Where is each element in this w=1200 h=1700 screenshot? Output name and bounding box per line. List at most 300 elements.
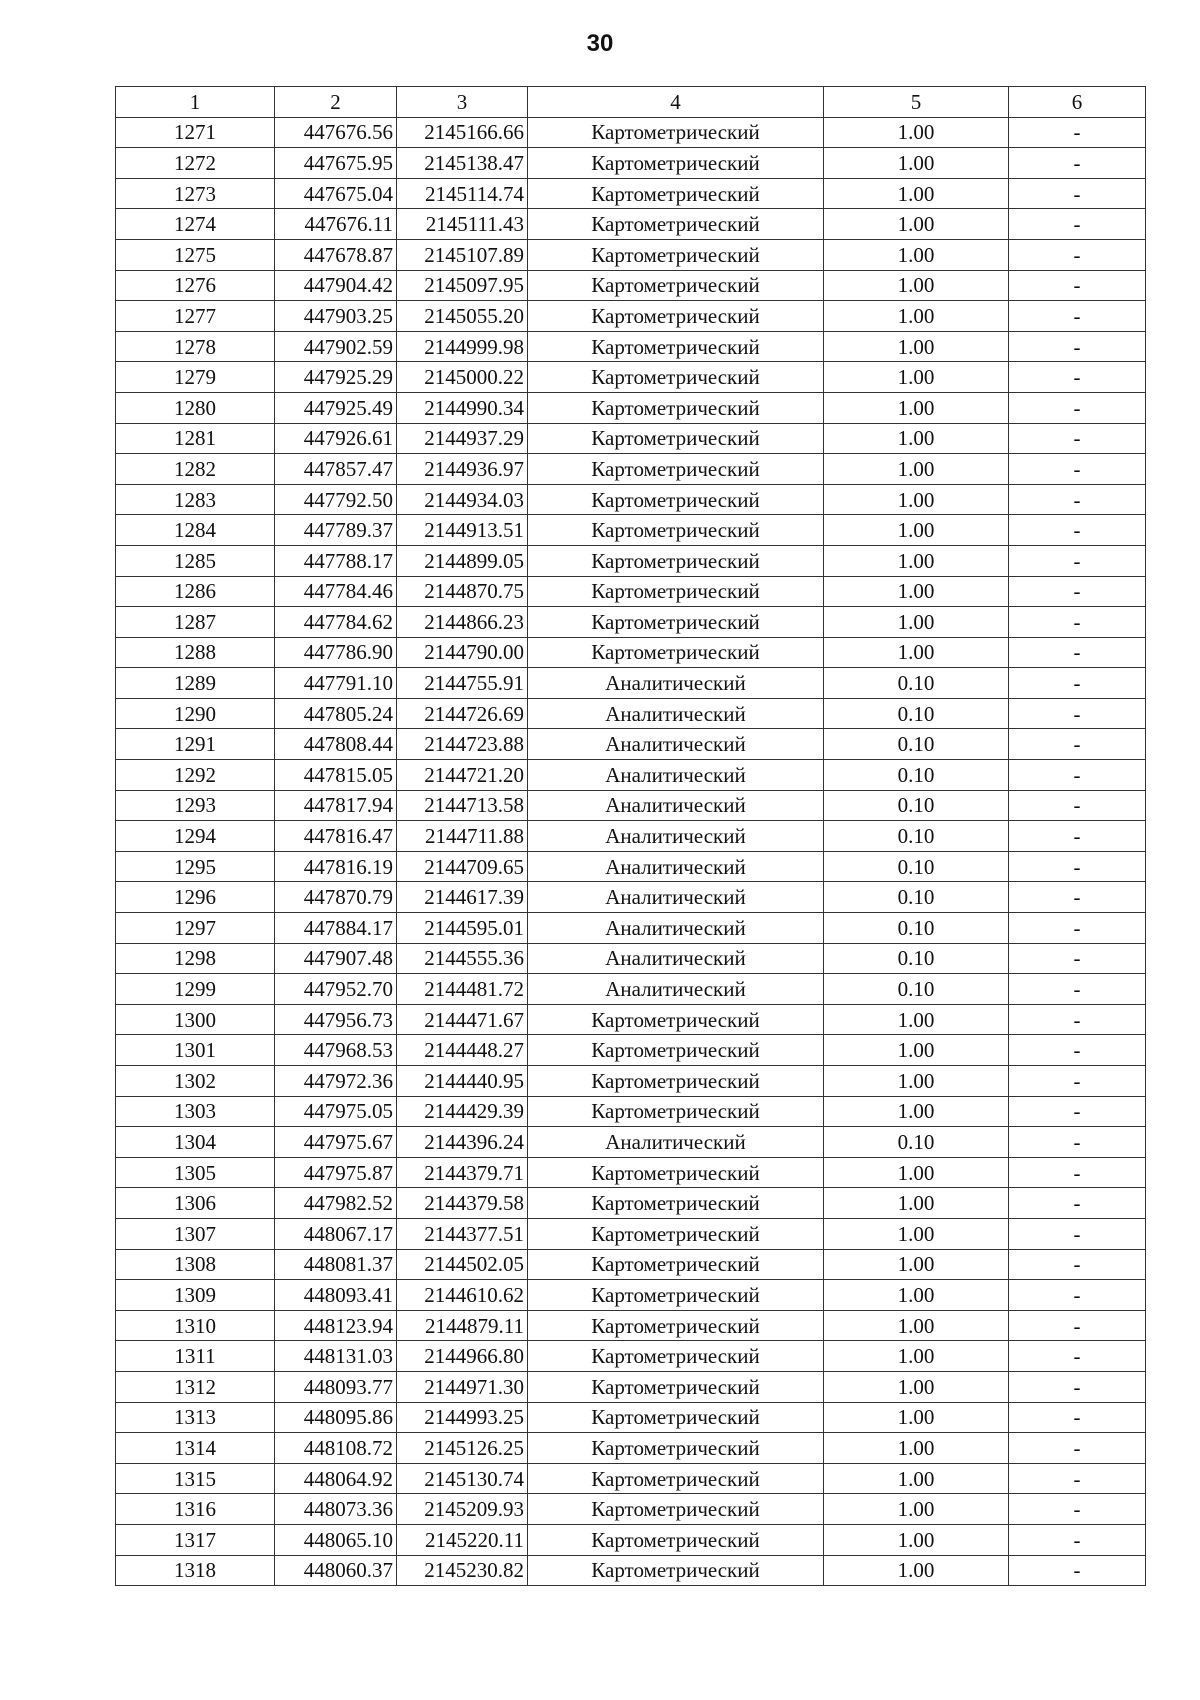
y-coordinate-cell: 2144448.27 (397, 1035, 528, 1066)
x-coordinate-cell: 447816.47 (275, 821, 397, 852)
table-row (116, 698, 1146, 729)
y-coordinate-cell: 2144999.98 (397, 331, 528, 362)
accuracy-cell: 1.00 (824, 1188, 1009, 1219)
table-row (116, 392, 1146, 423)
table-row (116, 1494, 1146, 1525)
table-row (116, 209, 1146, 240)
column-header-5: 5 (824, 87, 1009, 118)
y-coordinate-cell: 2144971.30 (397, 1371, 528, 1402)
accuracy-cell: 0.10 (824, 974, 1009, 1005)
accuracy-cell: 1.00 (824, 239, 1009, 270)
accuracy-cell: 1.00 (824, 270, 1009, 301)
accuracy-cell: 0.10 (824, 1127, 1009, 1158)
y-coordinate-cell: 2145055.20 (397, 301, 528, 332)
note-cell: - (1009, 1555, 1146, 1586)
x-coordinate-cell: 448123.94 (275, 1310, 397, 1341)
x-coordinate-cell: 447968.53 (275, 1035, 397, 1066)
table-row (116, 484, 1146, 515)
method-cell: Аналитический (528, 729, 824, 760)
x-coordinate-cell: 447817.94 (275, 790, 397, 821)
x-coordinate-cell: 448060.37 (275, 1555, 397, 1586)
y-coordinate-cell: 2144379.58 (397, 1188, 528, 1219)
point-number-cell: 1296 (116, 882, 275, 913)
x-coordinate-cell: 448131.03 (275, 1341, 397, 1372)
accuracy-cell: 0.10 (824, 943, 1009, 974)
accuracy-cell: 1.00 (824, 1555, 1009, 1586)
point-number-cell: 1272 (116, 148, 275, 179)
note-cell: - (1009, 484, 1146, 515)
x-coordinate-cell: 448095.86 (275, 1402, 397, 1433)
method-cell: Картометрический (528, 178, 824, 209)
note-cell: - (1009, 1249, 1146, 1280)
accuracy-cell: 1.00 (824, 515, 1009, 546)
accuracy-cell: 1.00 (824, 1249, 1009, 1280)
table-row (116, 423, 1146, 454)
x-coordinate-cell: 447786.90 (275, 637, 397, 668)
y-coordinate-cell: 2144709.65 (397, 851, 528, 882)
column-header-6: 6 (1009, 87, 1146, 118)
accuracy-cell: 1.00 (824, 484, 1009, 515)
y-coordinate-cell: 2144866.23 (397, 607, 528, 638)
method-cell: Картометрический (528, 1433, 824, 1464)
method-cell: Картометрический (528, 1463, 824, 1494)
accuracy-cell: 1.00 (824, 331, 1009, 362)
table-body (116, 117, 1146, 1586)
x-coordinate-cell: 447925.49 (275, 392, 397, 423)
accuracy-cell: 0.10 (824, 668, 1009, 699)
table-row (116, 1096, 1146, 1127)
note-cell: - (1009, 178, 1146, 209)
x-coordinate-cell: 447676.56 (275, 117, 397, 148)
method-cell: Картометрический (528, 484, 824, 515)
method-cell: Картометрический (528, 301, 824, 332)
y-coordinate-cell: 2144937.29 (397, 423, 528, 454)
note-cell: - (1009, 239, 1146, 270)
y-coordinate-cell: 2145220.11 (397, 1524, 528, 1555)
x-coordinate-cell: 447857.47 (275, 454, 397, 485)
method-cell: Картометрический (528, 1096, 824, 1127)
y-coordinate-cell: 2144755.91 (397, 668, 528, 699)
note-cell: - (1009, 576, 1146, 607)
y-coordinate-cell: 2144610.62 (397, 1280, 528, 1311)
table-row (116, 913, 1146, 944)
table-row (116, 1524, 1146, 1555)
y-coordinate-cell: 2145130.74 (397, 1463, 528, 1494)
accuracy-cell: 1.00 (824, 423, 1009, 454)
point-number-cell: 1280 (116, 392, 275, 423)
note-cell: - (1009, 1310, 1146, 1341)
method-cell: Картометрический (528, 1188, 824, 1219)
y-coordinate-cell: 2144379.71 (397, 1157, 528, 1188)
method-cell: Картометрический (528, 1494, 824, 1525)
point-number-cell: 1306 (116, 1188, 275, 1219)
accuracy-cell: 0.10 (824, 821, 1009, 852)
method-cell: Картометрический (528, 1371, 824, 1402)
x-coordinate-cell: 447904.42 (275, 270, 397, 301)
accuracy-cell: 1.00 (824, 637, 1009, 668)
y-coordinate-cell: 2145209.93 (397, 1494, 528, 1525)
table-row (116, 1341, 1146, 1372)
table-row (116, 1157, 1146, 1188)
x-coordinate-cell: 447784.46 (275, 576, 397, 607)
note-cell: - (1009, 362, 1146, 393)
accuracy-cell: 1.00 (824, 607, 1009, 638)
x-coordinate-cell: 448108.72 (275, 1433, 397, 1464)
method-cell: Картометрический (528, 607, 824, 638)
x-coordinate-cell: 447982.52 (275, 1188, 397, 1219)
note-cell: - (1009, 821, 1146, 852)
note-cell: - (1009, 1280, 1146, 1311)
accuracy-cell: 0.10 (824, 698, 1009, 729)
y-coordinate-cell: 2144377.51 (397, 1218, 528, 1249)
note-cell: - (1009, 301, 1146, 332)
method-cell: Картометрический (528, 545, 824, 576)
method-cell: Картометрический (528, 515, 824, 546)
table-row (116, 239, 1146, 270)
note-cell: - (1009, 790, 1146, 821)
table-row (116, 545, 1146, 576)
x-coordinate-cell: 448067.17 (275, 1218, 397, 1249)
y-coordinate-cell: 2144711.88 (397, 821, 528, 852)
note-cell: - (1009, 1494, 1146, 1525)
accuracy-cell: 1.00 (824, 1096, 1009, 1127)
note-cell: - (1009, 760, 1146, 791)
table-row (116, 1402, 1146, 1433)
accuracy-cell: 0.10 (824, 760, 1009, 791)
table-row (116, 760, 1146, 791)
table-row (116, 1188, 1146, 1219)
y-coordinate-cell: 2144429.39 (397, 1096, 528, 1127)
note-cell: - (1009, 974, 1146, 1005)
y-coordinate-cell: 2144502.05 (397, 1249, 528, 1280)
note-cell: - (1009, 1188, 1146, 1219)
table-row (116, 1066, 1146, 1097)
point-number-cell: 1288 (116, 637, 275, 668)
note-cell: - (1009, 698, 1146, 729)
accuracy-cell: 1.00 (824, 178, 1009, 209)
accuracy-cell: 1.00 (824, 1310, 1009, 1341)
y-coordinate-cell: 2145114.74 (397, 178, 528, 209)
y-coordinate-cell: 2145000.22 (397, 362, 528, 393)
x-coordinate-cell: 447675.95 (275, 148, 397, 179)
x-coordinate-cell: 447902.59 (275, 331, 397, 362)
x-coordinate-cell: 448064.92 (275, 1463, 397, 1494)
point-number-cell: 1284 (116, 515, 275, 546)
point-number-cell: 1318 (116, 1555, 275, 1586)
x-coordinate-cell: 447956.73 (275, 1004, 397, 1035)
accuracy-cell: 1.00 (824, 362, 1009, 393)
point-number-cell: 1316 (116, 1494, 275, 1525)
y-coordinate-cell: 2144966.80 (397, 1341, 528, 1372)
method-cell: Аналитический (528, 882, 824, 913)
point-number-cell: 1302 (116, 1066, 275, 1097)
x-coordinate-cell: 447972.36 (275, 1066, 397, 1097)
x-coordinate-cell: 447675.04 (275, 178, 397, 209)
table-row (116, 1555, 1146, 1586)
note-cell: - (1009, 117, 1146, 148)
x-coordinate-cell: 448093.77 (275, 1371, 397, 1402)
accuracy-cell: 1.00 (824, 1402, 1009, 1433)
table-header-row (116, 87, 1146, 118)
accuracy-cell: 1.00 (824, 1433, 1009, 1464)
accuracy-cell: 1.00 (824, 1157, 1009, 1188)
column-header-3: 3 (397, 87, 528, 118)
x-coordinate-cell: 447975.67 (275, 1127, 397, 1158)
point-number-cell: 1279 (116, 362, 275, 393)
method-cell: Картометрический (528, 362, 824, 393)
y-coordinate-cell: 2144595.01 (397, 913, 528, 944)
point-number-cell: 1281 (116, 423, 275, 454)
note-cell: - (1009, 729, 1146, 760)
y-coordinate-cell: 2144936.97 (397, 454, 528, 485)
x-coordinate-cell: 447926.61 (275, 423, 397, 454)
method-cell: Картометрический (528, 239, 824, 270)
table-row (116, 1371, 1146, 1402)
point-number-cell: 1315 (116, 1463, 275, 1494)
y-coordinate-cell: 2144993.25 (397, 1402, 528, 1433)
point-number-cell: 1271 (116, 117, 275, 148)
table-row (116, 301, 1146, 332)
y-coordinate-cell: 2145166.66 (397, 117, 528, 148)
y-coordinate-cell: 2144617.39 (397, 882, 528, 913)
table-row (116, 362, 1146, 393)
accuracy-cell: 1.00 (824, 1341, 1009, 1372)
method-cell: Аналитический (528, 913, 824, 944)
accuracy-cell: 1.00 (824, 1371, 1009, 1402)
x-coordinate-cell: 448081.37 (275, 1249, 397, 1280)
y-coordinate-cell: 2144471.67 (397, 1004, 528, 1035)
table-row (116, 1310, 1146, 1341)
x-coordinate-cell: 447678.87 (275, 239, 397, 270)
point-number-cell: 1299 (116, 974, 275, 1005)
note-cell: - (1009, 1035, 1146, 1066)
point-number-cell: 1317 (116, 1524, 275, 1555)
table-row (116, 1004, 1146, 1035)
x-coordinate-cell: 447791.10 (275, 668, 397, 699)
table-row (116, 729, 1146, 760)
method-cell: Аналитический (528, 851, 824, 882)
point-number-cell: 1304 (116, 1127, 275, 1158)
method-cell: Аналитический (528, 821, 824, 852)
method-cell: Картометрический (528, 331, 824, 362)
note-cell: - (1009, 607, 1146, 638)
column-header-1: 1 (116, 87, 275, 118)
note-cell: - (1009, 454, 1146, 485)
y-coordinate-cell: 2144481.72 (397, 974, 528, 1005)
table-row (116, 178, 1146, 209)
table-row (116, 607, 1146, 638)
accuracy-cell: 1.00 (824, 301, 1009, 332)
x-coordinate-cell: 447975.05 (275, 1096, 397, 1127)
y-coordinate-cell: 2144396.24 (397, 1127, 528, 1158)
method-cell: Аналитический (528, 760, 824, 791)
note-cell: - (1009, 943, 1146, 974)
point-number-cell: 1276 (116, 270, 275, 301)
column-header-2: 2 (275, 87, 397, 118)
table-row (116, 637, 1146, 668)
note-cell: - (1009, 882, 1146, 913)
note-cell: - (1009, 637, 1146, 668)
accuracy-cell: 1.00 (824, 576, 1009, 607)
point-number-cell: 1285 (116, 545, 275, 576)
accuracy-cell: 0.10 (824, 790, 1009, 821)
table-row (116, 1127, 1146, 1158)
point-number-cell: 1290 (116, 698, 275, 729)
method-cell: Картометрический (528, 1402, 824, 1433)
note-cell: - (1009, 515, 1146, 546)
method-cell: Картометрический (528, 454, 824, 485)
x-coordinate-cell: 447816.19 (275, 851, 397, 882)
point-number-cell: 1312 (116, 1371, 275, 1402)
note-cell: - (1009, 423, 1146, 454)
accuracy-cell: 1.00 (824, 545, 1009, 576)
x-coordinate-cell: 447952.70 (275, 974, 397, 1005)
table-row (116, 331, 1146, 362)
point-number-cell: 1298 (116, 943, 275, 974)
y-coordinate-cell: 2144713.58 (397, 790, 528, 821)
x-coordinate-cell: 447884.17 (275, 913, 397, 944)
note-cell: - (1009, 668, 1146, 699)
table-row (116, 1433, 1146, 1464)
method-cell: Картометрический (528, 1555, 824, 1586)
x-coordinate-cell: 447788.17 (275, 545, 397, 576)
method-cell: Картометрический (528, 637, 824, 668)
accuracy-cell: 0.10 (824, 882, 1009, 913)
note-cell: - (1009, 270, 1146, 301)
accuracy-cell: 1.00 (824, 1494, 1009, 1525)
x-coordinate-cell: 447925.29 (275, 362, 397, 393)
point-number-cell: 1273 (116, 178, 275, 209)
x-coordinate-cell: 447792.50 (275, 484, 397, 515)
accuracy-cell: 1.00 (824, 1004, 1009, 1035)
method-cell: Картометрический (528, 1035, 824, 1066)
page-number: 30 (586, 30, 614, 57)
point-number-cell: 1307 (116, 1218, 275, 1249)
table-row (116, 270, 1146, 301)
accuracy-cell: 1.00 (824, 148, 1009, 179)
table-row (116, 1280, 1146, 1311)
table-row (116, 943, 1146, 974)
method-cell: Картометрический (528, 392, 824, 423)
method-cell: Картометрический (528, 423, 824, 454)
x-coordinate-cell: 447815.05 (275, 760, 397, 791)
point-number-cell: 1297 (116, 913, 275, 944)
point-number-cell: 1294 (116, 821, 275, 852)
x-coordinate-cell: 447808.44 (275, 729, 397, 760)
table-row (116, 1249, 1146, 1280)
y-coordinate-cell: 2145107.89 (397, 239, 528, 270)
point-number-cell: 1274 (116, 209, 275, 240)
table-row (116, 1035, 1146, 1066)
x-coordinate-cell: 447789.37 (275, 515, 397, 546)
accuracy-cell: 1.00 (824, 1463, 1009, 1494)
accuracy-cell: 1.00 (824, 209, 1009, 240)
y-coordinate-cell: 2145111.43 (397, 209, 528, 240)
method-cell: Картометрический (528, 270, 824, 301)
method-cell: Аналитический (528, 1127, 824, 1158)
note-cell: - (1009, 545, 1146, 576)
table-row (116, 117, 1146, 148)
accuracy-cell: 1.00 (824, 1218, 1009, 1249)
y-coordinate-cell: 2144899.05 (397, 545, 528, 576)
table-row (116, 882, 1146, 913)
note-cell: - (1009, 1433, 1146, 1464)
note-cell: - (1009, 1004, 1146, 1035)
note-cell: - (1009, 148, 1146, 179)
point-number-cell: 1308 (116, 1249, 275, 1280)
table-row (116, 576, 1146, 607)
point-number-cell: 1309 (116, 1280, 275, 1311)
accuracy-cell: 0.10 (824, 851, 1009, 882)
point-number-cell: 1283 (116, 484, 275, 515)
method-cell: Картометрический (528, 148, 824, 179)
point-number-cell: 1303 (116, 1096, 275, 1127)
table-row (116, 515, 1146, 546)
y-coordinate-cell: 2145126.25 (397, 1433, 528, 1464)
table-row (116, 1463, 1146, 1494)
table-row (116, 454, 1146, 485)
point-number-cell: 1286 (116, 576, 275, 607)
y-coordinate-cell: 2145097.95 (397, 270, 528, 301)
accuracy-cell: 1.00 (824, 1280, 1009, 1311)
method-cell: Картометрический (528, 209, 824, 240)
method-cell: Картометрический (528, 1066, 824, 1097)
table-row (116, 851, 1146, 882)
note-cell: - (1009, 1127, 1146, 1158)
method-cell: Аналитический (528, 974, 824, 1005)
y-coordinate-cell: 2144879.11 (397, 1310, 528, 1341)
point-number-cell: 1301 (116, 1035, 275, 1066)
y-coordinate-cell: 2144721.20 (397, 760, 528, 791)
x-coordinate-cell: 447907.48 (275, 943, 397, 974)
accuracy-cell: 1.00 (824, 392, 1009, 423)
method-cell: Картометрический (528, 1280, 824, 1311)
table-row (116, 148, 1146, 179)
method-cell: Аналитический (528, 943, 824, 974)
note-cell: - (1009, 1402, 1146, 1433)
accuracy-cell: 1.00 (824, 1035, 1009, 1066)
method-cell: Аналитический (528, 790, 824, 821)
accuracy-cell: 1.00 (824, 117, 1009, 148)
accuracy-cell: 1.00 (824, 1524, 1009, 1555)
point-number-cell: 1287 (116, 607, 275, 638)
y-coordinate-cell: 2144990.34 (397, 392, 528, 423)
method-cell: Картометрический (528, 1249, 824, 1280)
note-cell: - (1009, 392, 1146, 423)
point-number-cell: 1295 (116, 851, 275, 882)
note-cell: - (1009, 1218, 1146, 1249)
y-coordinate-cell: 2144790.00 (397, 637, 528, 668)
note-cell: - (1009, 1341, 1146, 1372)
point-number-cell: 1293 (116, 790, 275, 821)
point-number-cell: 1282 (116, 454, 275, 485)
x-coordinate-cell: 447975.87 (275, 1157, 397, 1188)
note-cell: - (1009, 1463, 1146, 1494)
point-number-cell: 1305 (116, 1157, 275, 1188)
y-coordinate-cell: 2144913.51 (397, 515, 528, 546)
y-coordinate-cell: 2144723.88 (397, 729, 528, 760)
note-cell: - (1009, 851, 1146, 882)
method-cell: Картометрический (528, 1310, 824, 1341)
y-coordinate-cell: 2144870.75 (397, 576, 528, 607)
accuracy-cell: 1.00 (824, 454, 1009, 485)
point-number-cell: 1311 (116, 1341, 275, 1372)
coordinates-table (115, 86, 1146, 1586)
method-cell: Картометрический (528, 1341, 824, 1372)
note-cell: - (1009, 331, 1146, 362)
note-cell: - (1009, 1524, 1146, 1555)
table-row (116, 790, 1146, 821)
